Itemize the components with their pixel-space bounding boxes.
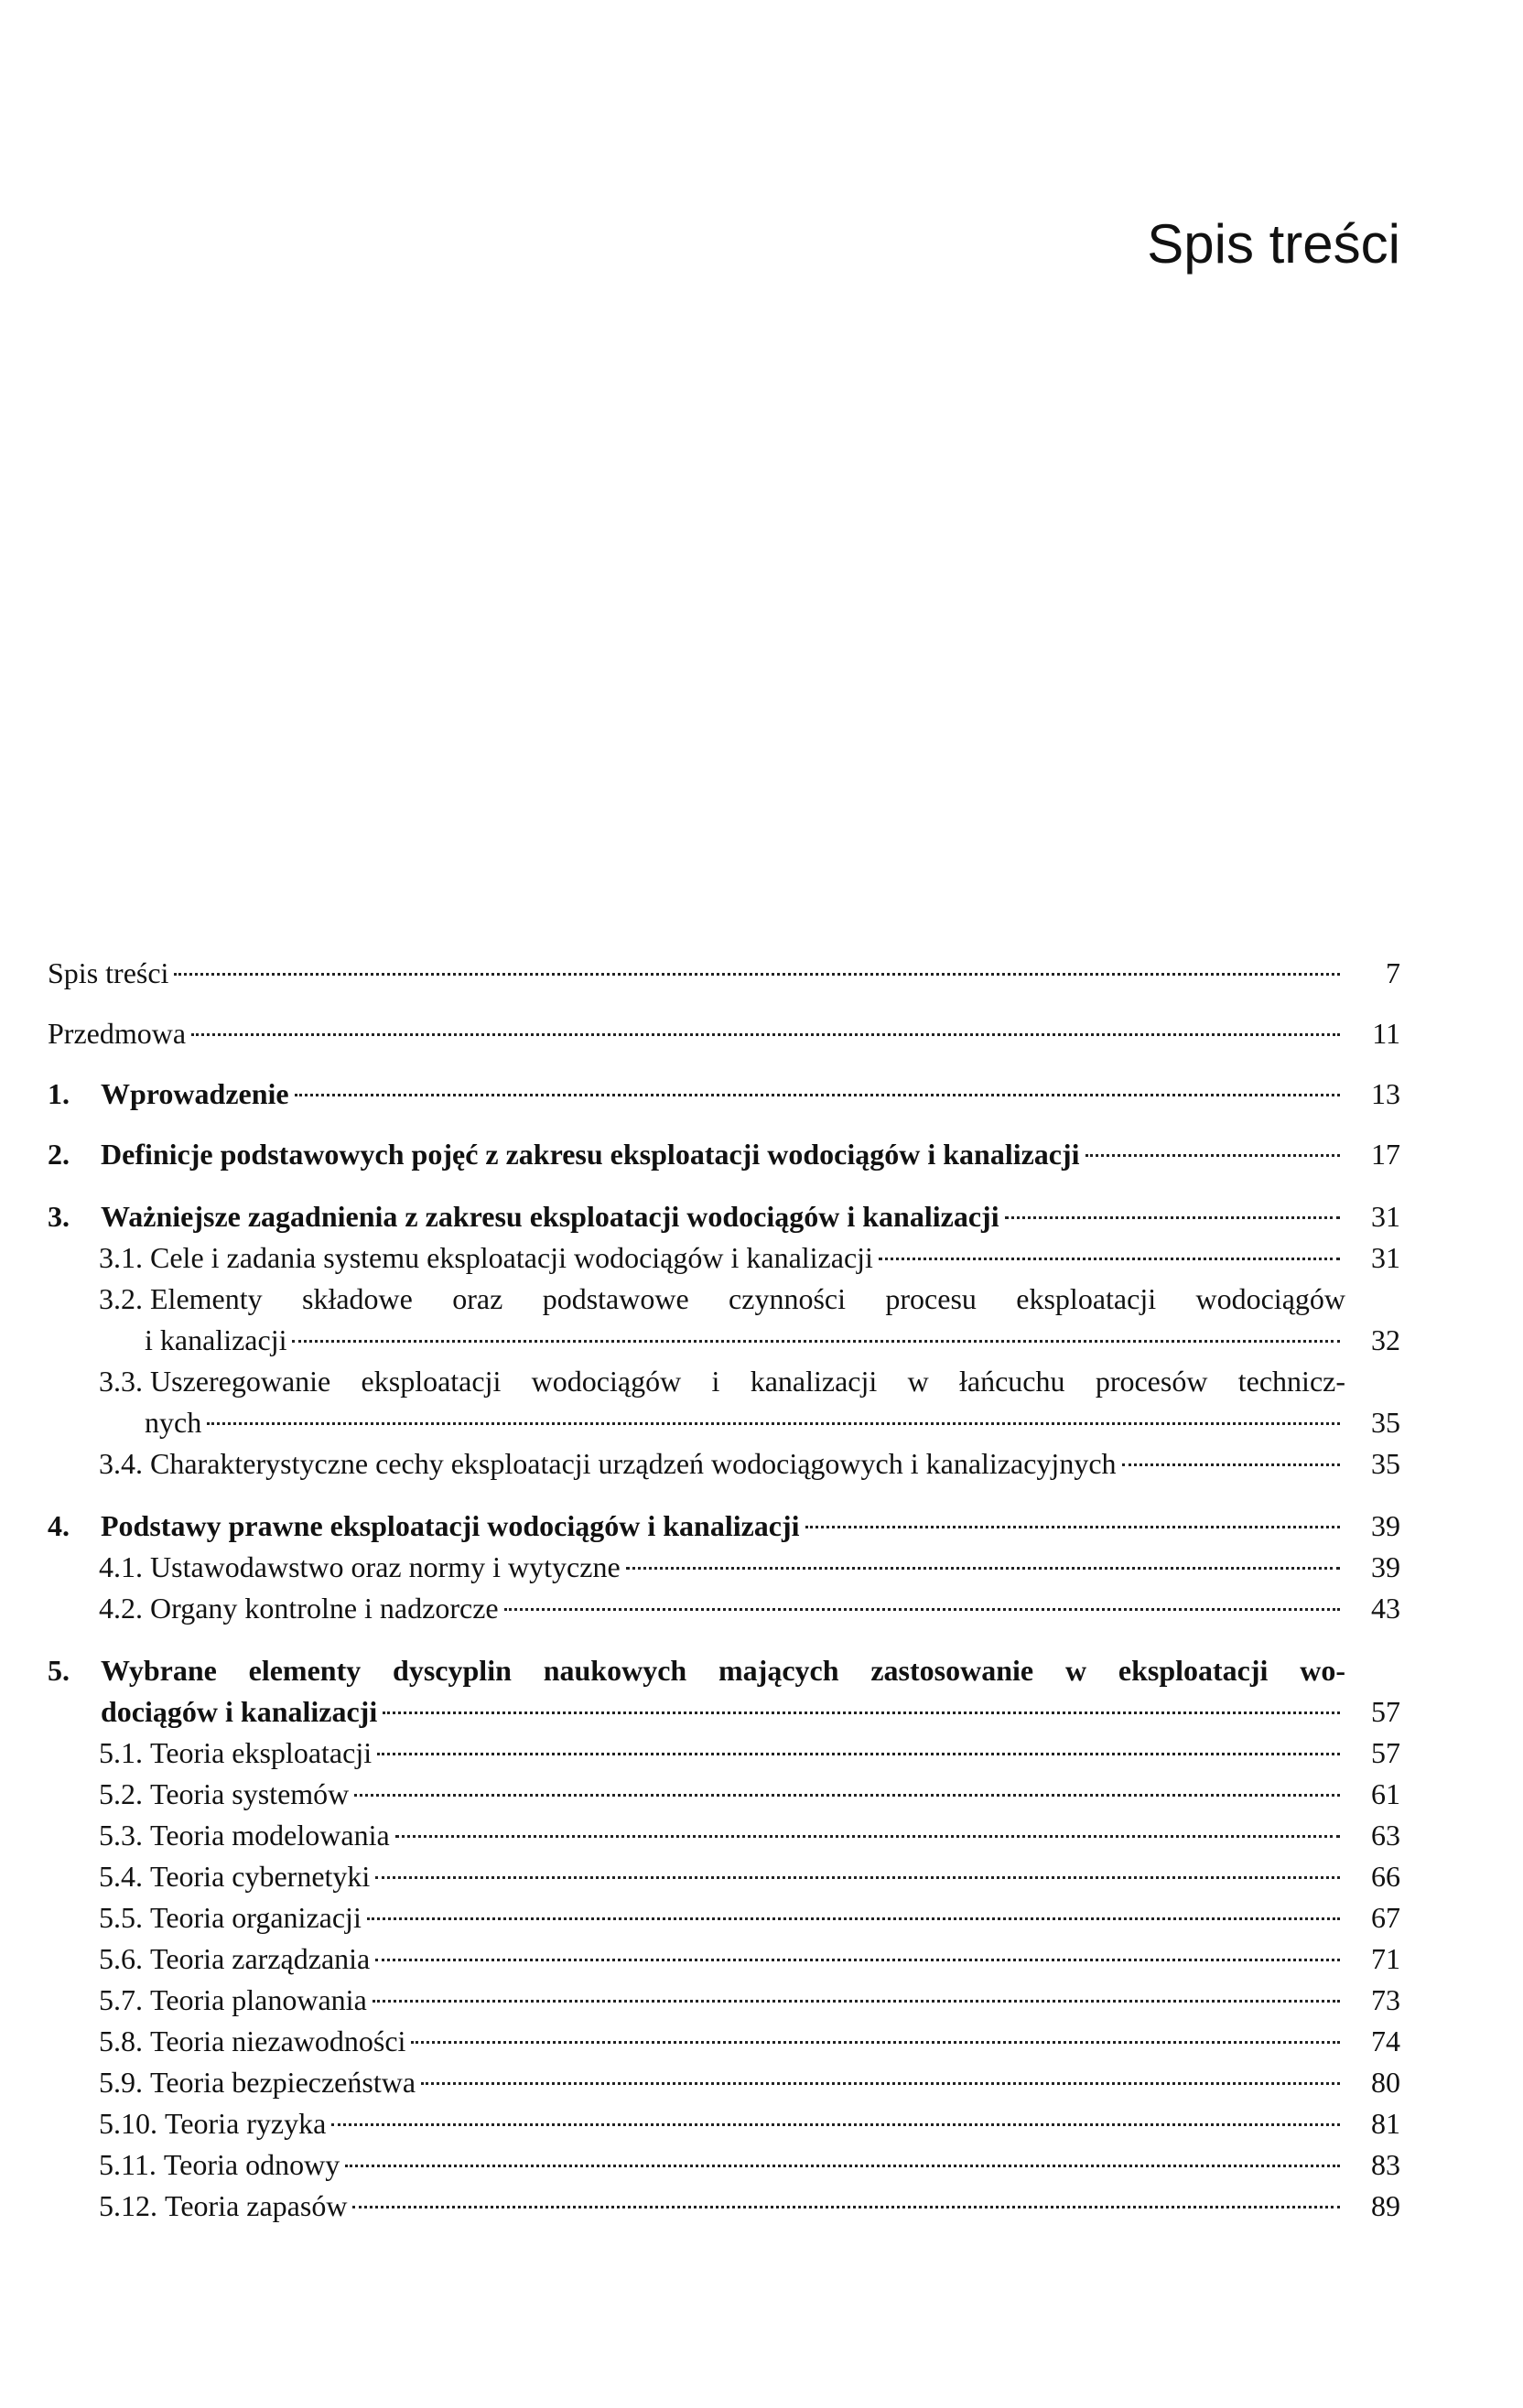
chapter-number: 2. bbox=[48, 1138, 70, 1171]
section-number: 5.2. bbox=[99, 1777, 143, 1810]
section-number: 5.1. bbox=[99, 1736, 143, 1769]
section-title: Teoria ryzyka bbox=[165, 2107, 327, 2140]
toc-section-3-1[interactable] bbox=[48, 1237, 1400, 1279]
toc-chapter-5-cont[interactable] bbox=[48, 1691, 1400, 1733]
dot-leader bbox=[1005, 1216, 1340, 1219]
section-title: Teoria zapasów bbox=[165, 2189, 348, 2222]
toc-page-number: 35 bbox=[1371, 1406, 1400, 1439]
toc-section-3-4[interactable] bbox=[48, 1443, 1400, 1485]
toc-section-5-4[interactable] bbox=[48, 1856, 1400, 1897]
toc-section-5-10[interactable] bbox=[48, 2103, 1400, 2144]
section-number: 3.1. bbox=[99, 1241, 143, 1274]
section-number: 5.6. bbox=[99, 1942, 143, 1975]
toc-page-number: 71 bbox=[1371, 1942, 1400, 1975]
chapter-title-line-1: Wybrane elementy dyscyplin naukowych mających zastosowanie w eksploatacji wo- bbox=[101, 1654, 1345, 1687]
chapter-number: 1. bbox=[48, 1077, 70, 1110]
dot-leader bbox=[354, 1794, 1340, 1797]
toc-page-number: 13 bbox=[1371, 1077, 1400, 1110]
section-number: 3.4. bbox=[99, 1447, 143, 1480]
chapter-5-sections bbox=[48, 1733, 1400, 2227]
dot-leader bbox=[345, 2165, 1340, 2167]
section-title: Teoria odnowy bbox=[163, 2148, 340, 2181]
toc-section-3-3-cont[interactable] bbox=[48, 1402, 1400, 1443]
page-title: Spis treści bbox=[1147, 213, 1400, 275]
section-title: Teoria organizacji bbox=[150, 1901, 362, 1934]
section-number: 5.8. bbox=[99, 2025, 143, 2057]
chapter-title: Ważniejsze zagadnienia z zakresu eksploatacji wodociągów i kanalizacji bbox=[101, 1200, 999, 1233]
toc-page-number: 43 bbox=[1371, 1592, 1400, 1625]
dot-leader bbox=[375, 1876, 1340, 1879]
section-title: Teoria systemów bbox=[150, 1777, 350, 1810]
section-title-line-2: nych bbox=[145, 1406, 202, 1439]
section-title: Teoria modelowania bbox=[150, 1819, 390, 1852]
toc-section-5-2[interactable] bbox=[48, 1774, 1400, 1815]
section-title-line-2: i kanalizacji bbox=[145, 1323, 287, 1356]
dot-leader bbox=[879, 1258, 1340, 1260]
section-number: 5.7. bbox=[99, 1983, 143, 2016]
section-number: 5.5. bbox=[99, 1901, 143, 1934]
toc-page-number: 89 bbox=[1371, 2189, 1400, 2222]
section-number: 5.4. bbox=[99, 1860, 143, 1893]
dot-leader bbox=[191, 1033, 1340, 1036]
toc-page-number: 83 bbox=[1371, 2148, 1400, 2181]
toc-page-number: 31 bbox=[1371, 1241, 1400, 1274]
dot-leader bbox=[352, 2206, 1340, 2208]
dot-leader bbox=[421, 2082, 1340, 2085]
chapter-title: Wprowadzenie bbox=[101, 1077, 289, 1110]
toc-section-3-2[interactable] bbox=[48, 1279, 1400, 1320]
toc-chapter-3[interactable] bbox=[48, 1196, 1400, 1237]
toc-page-number: 67 bbox=[1371, 1901, 1400, 1934]
section-title: Charakterystyczne cechy eksploatacji urządzeń wodociągowych i kanalizacyjnych bbox=[150, 1447, 1117, 1480]
toc-section-4-1[interactable] bbox=[48, 1547, 1400, 1588]
toc-page-number: 74 bbox=[1371, 2025, 1400, 2057]
dot-leader bbox=[373, 2000, 1340, 2003]
toc-section-5-6[interactable] bbox=[48, 1938, 1400, 1980]
section-title-line-1: Elementy składowe oraz podstawowe czynności procesu eksploatacji wodociągów bbox=[150, 1282, 1345, 1315]
toc-section-3-2-cont[interactable] bbox=[48, 1320, 1400, 1361]
section-title: Teoria planowania bbox=[150, 1983, 367, 2016]
dot-leader bbox=[626, 1567, 1340, 1570]
chapter-title-line-2: dociągów i kanalizacji bbox=[101, 1695, 378, 1728]
toc-entry-przedmowa[interactable] bbox=[48, 1013, 1400, 1054]
section-title: Teoria eksploatacji bbox=[150, 1736, 373, 1769]
chapter-number: 5. bbox=[48, 1654, 70, 1687]
toc-page-number: 31 bbox=[1371, 1200, 1400, 1233]
dot-leader bbox=[331, 2123, 1340, 2126]
chapter-title: Podstawy prawne eksploatacji wodociągów i kanalizacji bbox=[101, 1509, 800, 1542]
dot-leader bbox=[1122, 1463, 1340, 1466]
toc-section-5-11[interactable] bbox=[48, 2144, 1400, 2186]
dot-leader bbox=[375, 1959, 1340, 1961]
toc-page-number: 80 bbox=[1371, 2066, 1400, 2099]
dot-leader bbox=[367, 1917, 1340, 1920]
toc-entry-label: Przedmowa bbox=[48, 1017, 187, 1050]
dot-leader bbox=[295, 1094, 1340, 1096]
dot-leader bbox=[805, 1526, 1340, 1528]
section-title-line-1: Uszeregowanie eksploatacji wodociągów i kanalizacji w łańcuchu procesów technicz- bbox=[150, 1365, 1345, 1398]
section-title: Teoria bezpieczeństwa bbox=[150, 2066, 416, 2099]
section-number: 5.9. bbox=[99, 2066, 143, 2099]
toc-page-number: 81 bbox=[1371, 2107, 1400, 2140]
toc-section-5-3[interactable] bbox=[48, 1815, 1400, 1856]
toc-chapter-4[interactable] bbox=[48, 1506, 1400, 1547]
section-number: 4.1. bbox=[99, 1550, 143, 1583]
chapter-number: 4. bbox=[48, 1509, 70, 1542]
toc-page-number: 57 bbox=[1371, 1695, 1400, 1728]
section-number: 5.11. bbox=[99, 2148, 157, 2181]
section-number: 4.2. bbox=[99, 1592, 143, 1625]
toc-page-number: 7 bbox=[1386, 956, 1400, 989]
toc-page-number: 61 bbox=[1371, 1777, 1400, 1810]
toc-page-number: 57 bbox=[1371, 1736, 1400, 1769]
section-number: 3.2. bbox=[99, 1282, 143, 1315]
section-number: 5.10. bbox=[99, 2107, 157, 2140]
toc-section-5-5[interactable] bbox=[48, 1897, 1400, 1938]
toc-page-number: 32 bbox=[1371, 1323, 1400, 1356]
toc-section-5-9[interactable] bbox=[48, 2062, 1400, 2103]
toc-chapter-5[interactable] bbox=[48, 1650, 1400, 1691]
toc-entry-label: Spis treści bbox=[48, 956, 169, 989]
toc-page-number: 11 bbox=[1372, 1017, 1400, 1050]
toc-page-number: 35 bbox=[1371, 1447, 1400, 1480]
section-number: 3.3. bbox=[99, 1365, 143, 1398]
toc-page-number: 39 bbox=[1371, 1509, 1400, 1542]
section-title: Ustawodawstwo oraz normy i wytyczne bbox=[150, 1550, 621, 1583]
dot-leader bbox=[207, 1422, 1340, 1425]
section-title: Organy kontrolne i nadzorcze bbox=[150, 1592, 499, 1625]
dot-leader bbox=[174, 973, 1340, 976]
toc-chapter-2[interactable] bbox=[48, 1134, 1400, 1175]
dot-leader bbox=[1086, 1154, 1340, 1157]
dot-leader bbox=[395, 1835, 1340, 1838]
dot-leader bbox=[504, 1608, 1340, 1611]
dot-leader bbox=[292, 1340, 1340, 1343]
toc-page-number: 63 bbox=[1371, 1819, 1400, 1852]
toc-section-3-3[interactable] bbox=[48, 1361, 1400, 1402]
chapter-number: 3. bbox=[48, 1200, 70, 1233]
toc-section-4-2[interactable] bbox=[48, 1588, 1400, 1629]
chapter-title: Definicje podstawowych pojęć z zakresu eksploatacji wodociągów i kanalizacji bbox=[101, 1138, 1080, 1171]
toc-chapter-1[interactable] bbox=[48, 1074, 1400, 1115]
toc-page-number: 39 bbox=[1371, 1550, 1400, 1583]
section-title: Teoria cybernetyki bbox=[150, 1860, 371, 1893]
toc-page-number: 17 bbox=[1371, 1138, 1400, 1171]
table-of-contents bbox=[48, 953, 1400, 2227]
section-number: 5.12. bbox=[99, 2189, 157, 2222]
toc-section-5-7[interactable] bbox=[48, 1980, 1400, 2021]
toc-section-5-1[interactable] bbox=[48, 1733, 1400, 1774]
toc-page-number: 73 bbox=[1371, 1983, 1400, 2016]
dot-leader bbox=[411, 2041, 1340, 2044]
section-number: 5.3. bbox=[99, 1819, 143, 1852]
toc-page-number: 66 bbox=[1371, 1860, 1400, 1893]
toc-section-5-8[interactable] bbox=[48, 2021, 1400, 2062]
section-title: Teoria zarządzania bbox=[150, 1942, 371, 1975]
section-title: Teoria niezawodności bbox=[150, 2025, 406, 2057]
dot-leader bbox=[377, 1753, 1340, 1755]
toc-entry-spis-tresci[interactable] bbox=[48, 953, 1400, 994]
dot-leader bbox=[383, 1712, 1340, 1714]
section-title: Cele i zadania systemu eksploatacji wodociągów i kanalizacji bbox=[150, 1241, 873, 1274]
toc-section-5-12[interactable] bbox=[48, 2186, 1400, 2227]
